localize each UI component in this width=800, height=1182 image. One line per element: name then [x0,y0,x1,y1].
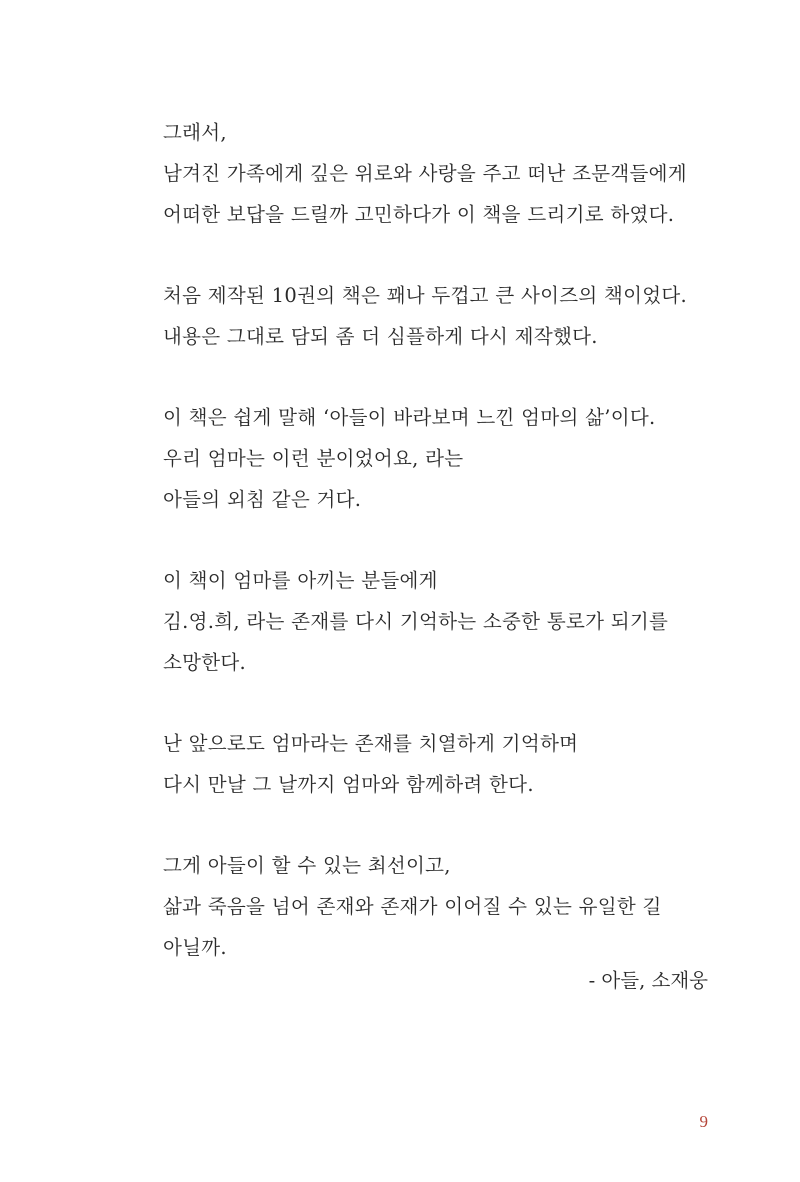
text-line: 난 앞으로도 엄마라는 존재를 치열하게 기억하며 [163,732,579,755]
text-line: 그게 아들이 할 수 있는 최선이고, [163,854,451,877]
text-line: 처음 제작된 10권의 책은 꽤나 두껍고 큰 사이즈의 책이었다. [163,284,688,307]
paragraph-6 [163,845,723,968]
text-line: 삶과 죽음을 넘어 존재와 존재가 이어질 수 있는 유일한 길 [163,895,662,918]
paragraph-2 [163,275,723,357]
text-line: 어떠한 보답을 드릴까 고민하다가 이 책을 드리기로 하였다. [163,203,675,226]
paragraph-5 [163,723,723,805]
paragraph-1 [163,112,723,235]
text-line: 우리 엄마는 이런 분이었어요, 라는 [163,447,464,470]
text-line: 이 책은 쉽게 말해 ‘아들이 바라보며 느낀 엄마의 삶’이다. [163,406,656,429]
text-line: 내용은 그대로 담되 좀 더 심플하게 다시 제작했다. [163,325,598,348]
text-line: 김.영.희, 라는 존재를 다시 기억하는 소중한 통로가 되기를 [163,610,669,633]
paragraph-3 [163,397,723,520]
text-line: 소망한다. [163,651,247,674]
text-line: 아닐까. [163,936,227,959]
body-text [163,112,723,1008]
text-line: 아들의 외침 같은 거다. [163,488,362,511]
text-line: 이 책이 엄마를 아끼는 분들에게 [163,569,438,592]
text-line: 그래서, [163,121,227,144]
paragraph-4 [163,560,723,683]
text-line: 다시 만날 그 날까지 엄마와 함께하려 한다. [163,773,534,796]
text-line: 남겨진 가족에게 깊은 위로와 사랑을 주고 떠난 조문객들에게 [163,162,687,185]
author-signature: - 아들, 소재웅 [588,969,708,992]
page-number: 9 [699,1112,708,1131]
